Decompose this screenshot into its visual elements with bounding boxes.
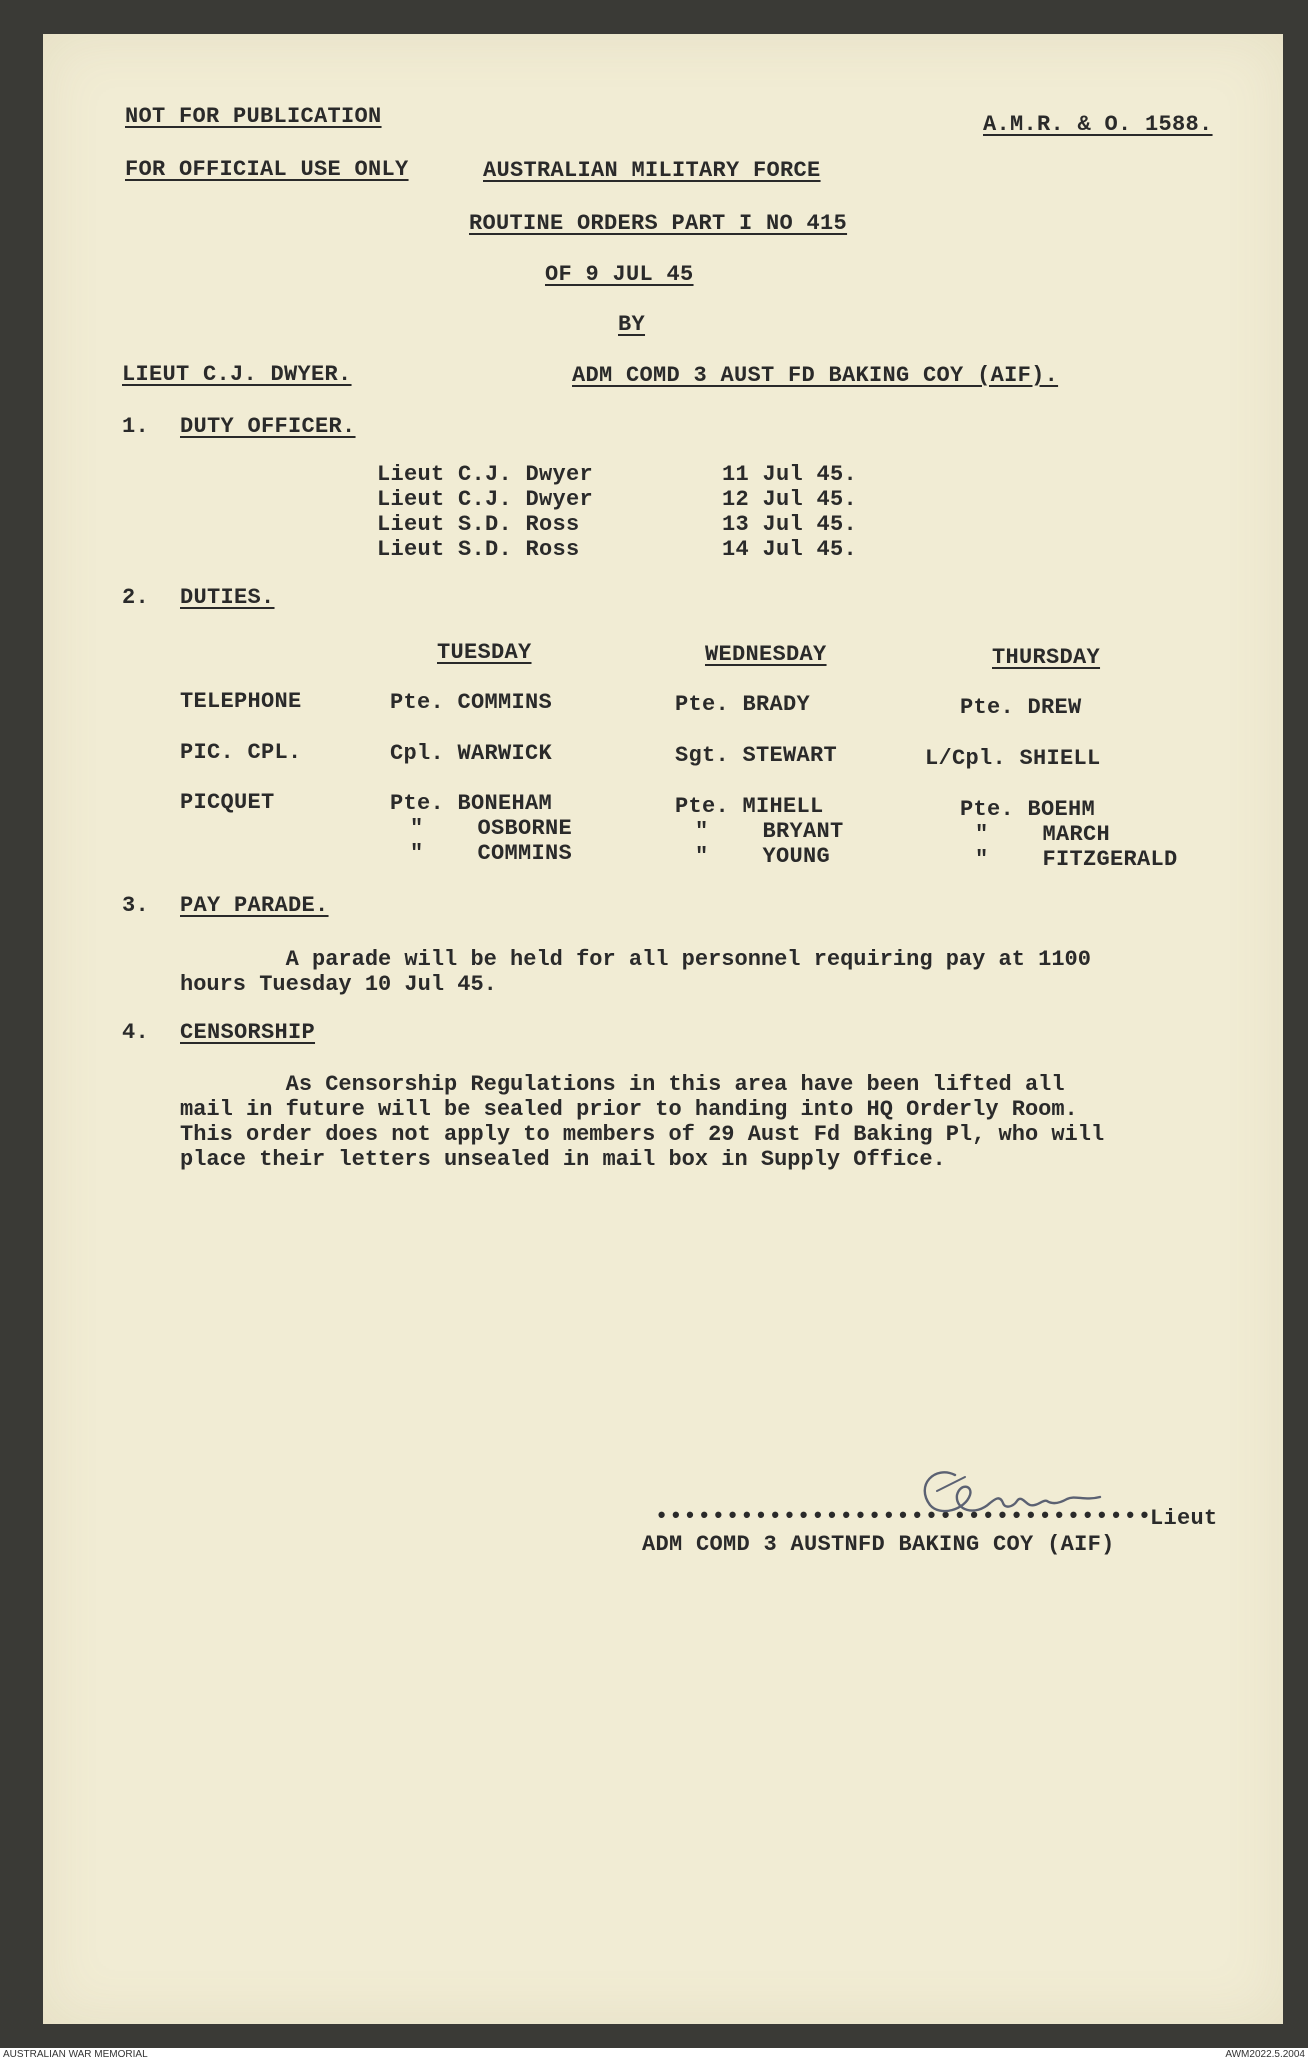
censorship-text-line: place their letters unsealed in mail box in Supply Office. [180,1147,946,1172]
section-1-title: DUTY OFFICER. [180,414,356,439]
orders-title: ROUTINE ORDERS PART I NO 415 [469,211,848,236]
reference-number: A.M.R. & O. 1588. [983,112,1213,137]
day-heading: TUESDAY [437,640,532,665]
duty-cell: Sgt. STEWART [675,743,838,768]
force-name: AUSTRALIAN MILITARY FORCE [483,158,821,183]
duty-cell: Pte. BOEHM [960,797,1096,822]
not-for-publication: NOT FOR PUBLICATION [125,104,382,129]
footer-bar [0,2048,1308,2061]
duty-cell: " BRYANT [695,819,844,844]
duty-cell: L/Cpl. SHIELL [925,746,1101,771]
duty-cell: Pte. DREW [960,695,1082,720]
duty-cell: Pte. BONEHAM [390,791,553,816]
duty-officer-date: 13 Jul 45. [722,512,858,537]
day-heading: WEDNESDAY [705,642,827,667]
section-4-title: CENSORSHIP [180,1020,316,1045]
censorship-text-line: This order does not apply to members of 29 Aust Fd Baking Pl, who will [180,1122,1105,1147]
orders-date: OF 9 JUL 45 [545,262,694,287]
censorship-text-line: As Censorship Regulations in this area have been lifted all [180,1072,1065,1097]
duty-cell: Pte. MIHELL [675,794,824,819]
pay-parade-text-line: A parade will be held for all personnel requiring pay at 1100 [180,947,1091,972]
duty-cell: " COMMINS [410,841,573,866]
duty-officer-date: 11 Jul 45. [722,462,858,487]
censorship-text-line: mail in future will be sealed prior to handing into HQ Orderly Room. [180,1097,1078,1122]
command-name: ADM COMD 3 AUST FD BAKING COY (AIF). [572,363,1059,388]
duty-name: TELEPHONE [180,689,302,714]
duty-officer-name: Lieut C.J. Dwyer [377,462,594,487]
signature-unit: ADM COMD 3 AUSTNFD BAKING COY (AIF) [642,1532,1115,1557]
duty-cell: " OSBORNE [410,816,573,841]
signature-rank: Lieut [1150,1506,1218,1531]
section-4-number: 4. [122,1020,150,1045]
footer-reference: AWM2022.5.2004 [1225,2049,1305,2060]
day-heading: THURSDAY [992,645,1101,670]
duty-name: PIC. CPL. [180,740,302,765]
section-2-title: DUTIES. [180,585,275,610]
footer-source: AUSTRALIAN WAR MEMORIAL [3,2049,148,2060]
official-use-only: FOR OFFICIAL USE ONLY [125,157,409,182]
pay-parade-text-line: hours Tuesday 10 Jul 45. [180,972,497,997]
duty-cell: " FITZGERALD [975,847,1178,872]
duty-officer-date: 14 Jul 45. [722,537,858,562]
duty-officer-date: 12 Jul 45. [722,487,858,512]
duty-cell: " MARCH [975,822,1111,847]
officer-name: LIEUT C.J. DWYER. [122,362,352,387]
duty-cell: Pte. BRADY [675,692,811,717]
by-label: BY [618,312,646,337]
section-2-number: 2. [122,585,150,610]
section-3-title: PAY PARADE. [180,893,329,918]
duty-officer-name: Lieut S.D. Ross [377,537,580,562]
section-1-number: 1. [122,414,150,439]
duty-cell: " YOUNG [695,844,831,869]
duty-officer-name: Lieut S.D. Ross [377,512,580,537]
handwritten-signature [895,1455,1115,1535]
duty-cell: Pte. COMMINS [390,690,553,715]
duty-name: PICQUET [180,790,275,815]
duty-cell: Cpl. WARWICK [390,741,553,766]
signature-dotted-line: ••••••••••••••••••••••••••••••••••• [655,1504,1153,1529]
duty-officer-name: Lieut C.J. Dwyer [377,487,594,512]
section-3-number: 3. [122,893,150,918]
